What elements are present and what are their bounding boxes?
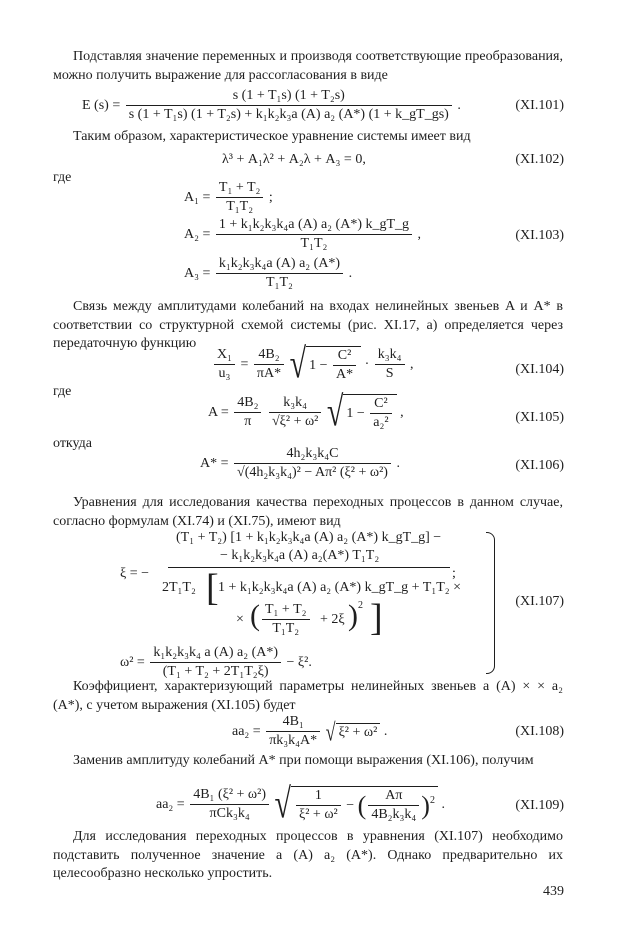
word-whence: откуда [53,436,92,451]
paragraph-characteristic: Таким образом, характеристическое уравнение системы имеет вид [73,129,471,144]
eq105-radical: √ 1 − $\frac{\text{C²}}{\text{a₂²}}$ [327,394,397,431]
eq102-number: (XI.102) [515,152,564,167]
eq103-a1-tail: ; [268,189,273,205]
eq107-den-pre: 2T₁T₂ [162,580,196,595]
eq104-f2 [254,347,284,382]
eq107-close-bracket: ] [370,597,383,639]
eq108-lhs: aa₂ = [232,723,261,739]
eq107-number: (XI.107) [515,594,564,609]
eq101-lhs: E (s) = [82,97,121,113]
eq107-omega-num: k₁k₂k₃k₄ a (A) a₂ (A*) [150,645,281,663]
eq104-f3-num: k₃k₄ [375,347,405,365]
equation-xi102: λ³ + A₁λ² + A₂λ + A₃ = 0, [222,152,366,167]
eq105-f1 [234,395,261,430]
eq103-a3-fraction [216,256,343,291]
eq101-number: (XI.101) [515,98,564,113]
eq108-num: 4B₁ [266,714,320,732]
eq109-fraction [190,787,269,822]
paragraph-coefficient: Коэффициент, характеризующий параметры нелинейных звеньев a (A) × × a₂ (A*), с учетом выражения (XI.105) будет [53,679,563,713]
paragraph-conclusion: Для исследования переходных процессов в уравнения (XI.107) необходимо подставить полученное значение a (A) a₂ (A*). Однако предварительно их целесообразно несколько упростить. [53,829,563,881]
eq105-f2 [269,395,321,430]
eq107-inner-den: T₁T₂ [272,621,300,636]
eq101-fraction [126,88,452,123]
eq107-open-bracket: [ [206,567,219,609]
eq106-tail: . [396,455,400,471]
eq107-omega-den: (T₁ + T₂ + 2T₁T₂ξ) [162,664,269,679]
eq103-a2-num: 1 + k₁k₂k₃k₄a (A) a₂ (A*) k_gT_g [216,217,412,235]
eq104-f2-num: 4B₂ [254,347,284,365]
eq107-times: × [236,612,244,627]
equation-xi109 [156,780,445,827]
word-where-1: где [53,170,72,185]
eq104-f1-num: X₁ [214,347,235,365]
eq108-rad: ξ² + ω² [336,723,381,741]
paragraph-amplitude-relation: Связь между амплитудами колебаний на входах нелинейных звеньев A и A* в соответствии со структурной схемой системы (рис. XI.17, а) определяется через передаточную функцию [53,299,563,351]
eq105-rad-pre: 1 − [346,405,365,421]
eq103-a1-den: T₁T₂ [226,199,254,214]
eq104-number: (XI.104) [515,362,564,377]
equation-xi103-a3 [184,256,352,291]
eq106-num: 4h₂k₃k₄C [234,446,391,464]
eq103-a3-num: k₁k₂k₃k₄a (A) a₂ (A*) [216,256,343,274]
eq107-inner-num: T₁ + T₂ [262,602,310,620]
eq105-f2-den: √ξ² + ω² [271,414,319,429]
eq105-number: (XI.105) [515,410,564,425]
eq109-number: (XI.109) [515,798,564,813]
eq107-omega-lhs: ω² = [120,654,145,670]
eq103-a2-den: T₁T₂ [300,236,328,251]
eq108-fraction [266,714,320,749]
eq105-tail: , [400,404,404,420]
eq107-omega-fraction [150,645,281,680]
eq103-a2-lhs: A₂ = [184,226,211,242]
equation-xi103-a2 [184,217,421,252]
equation-xi108 [232,714,387,749]
eq105-rad-den: a₂² [373,415,389,430]
eq109-rad-frac1 [296,788,341,823]
eq107-plus-2xi: + 2ξ [320,612,345,627]
eq103-a1-num: T₁ + T₂ [216,180,264,198]
eq107-open-paren: ( [250,599,260,632]
eq109-lhs: aa₂ = [156,796,185,812]
eq109-tail: . [441,796,445,812]
eq107-den-line1: 1 + k₁k₂k₃k₄a (A) a₂ (A*) k_gT_g + T₁T₂ × [218,580,462,595]
eq103-a1-fraction [216,180,264,215]
eq104-rad-den: A* [335,367,354,382]
paragraph-intro: Подставляя значение переменных и производя соответствующие преобразования, можно получить выражение для рассогласования в виде [53,49,563,83]
eq109-r-num: 1 [296,788,341,806]
eq107-xi-lhs: ξ = − [120,566,150,581]
eq104-equals: = [240,356,249,372]
eq109-rad-frac2 [368,788,419,823]
paragraph-transient-quality: Уравнения для исследования качества переходных процессов в данном случае, согласно формулам (XI.74) и (XI.75), имеют вид [53,495,563,529]
eq105-rad-num: C² [370,396,391,414]
eq104-f3 [375,347,405,382]
eq104-rad-pre: 1 − [309,357,328,373]
eq103-a2-tail: , [417,226,422,242]
eq107-inner-fraction [260,602,312,637]
eq105-f1-num: 4B₂ [234,395,261,413]
eq103-a3-den: T₁T₂ [266,275,293,290]
eq107-num-line1: (T₁ + T₂) [1 + k₁k₂k₃k₄a (A) a₂ (A*) k_gT_g] − [176,530,442,545]
eq109-num: 4B₁ (ξ² + ω²) [190,787,269,805]
eq101-tail: . [457,97,461,113]
eq105-f2-num: k₃k₄ [269,395,321,413]
eq106-number: (XI.106) [515,458,564,473]
eq109-minus: − [346,797,355,813]
eq107-system-brace [486,532,495,674]
eq105-rad-frac [370,396,391,431]
eq109-radical: √ $\frac{1}{\text{ξ² + ω²}}$ − ( $\frac{A\pi}{\text{4B₂k₃k₄}}$ )$^2$ [275,786,438,823]
eq106-lhs: A* = [200,455,229,471]
paragraph-substitute-amplitude: Заменив амплитуду колебаний A* при помощи выражения (XI.106), получим [73,753,534,768]
eq109-den: πCk₃k₄ [209,806,250,821]
eq109-r-den: ξ² + ω² [298,807,338,822]
eq104-dot: · [364,356,370,372]
eq101-numerator: s (1 + T₁s) (1 + T₂s) [126,88,452,106]
page-number: 439 [543,884,564,899]
eq104-tail: , [410,356,414,372]
eq105-f1-den: π [244,414,252,429]
equation-xi105 [208,388,404,435]
eq107-semicolon: ; [452,566,456,581]
eq105-lhs: A = [208,404,229,420]
eq107-close-paren: ) [348,599,358,632]
eq109-r2-num: Aπ [368,788,419,806]
eq106-fraction [234,446,391,481]
eq103-a2-fraction [216,217,412,252]
eq101-denominator: s (1 + T₁s) (1 + T₂s) + k₁k₂k₃a (A) a₂ (A*) (1 + k_gT_gs) [128,107,449,122]
eq103-number: (XI.103) [515,228,564,243]
eq108-tail: . [383,723,388,739]
eq107-num-line2: − k₁k₂k₃k₄a (A) a₂(A*) T₁T₂ [220,548,380,563]
eq107-square: 2 [358,600,363,611]
equation-xi106 [200,446,400,481]
eq104-f2-den: πA* [256,366,282,381]
eq108-den: πk₃k₄A* [269,733,318,748]
eq108-radical: √ ξ² + ω² [326,723,381,741]
word-where-2: где [53,384,72,399]
eq108-number: (XI.108) [515,724,564,739]
eq104-radical: √ 1 − $\frac{\text{C²}}{A*}$ [290,346,362,383]
eq103-a3-lhs: A₃ = [184,265,211,281]
eq103-a3-tail: . [348,265,353,281]
eq104-f1 [214,347,235,382]
eq104-f3-den: S [385,366,394,381]
eq104-rad-num: C² [333,348,356,366]
eq107-omega-tail: − ξ². [286,654,312,670]
equation-xi103-a1 [184,180,273,215]
eq109-r2-den: 4B₂k₃k₄ [371,807,417,822]
eq106-den: √(4h₂k₃k₄)² − Aπ² (ξ² + ω²) [237,465,388,480]
eq107-omega-line [120,645,312,680]
equation-xi101 [82,88,461,123]
eq109-square: 2 [429,795,435,807]
equation-xi104 [212,340,414,387]
eq103-a1-lhs: A₁ = [184,189,211,205]
eq104-rad-frac [333,348,356,383]
eq104-f1-den: u₃ [218,366,231,381]
